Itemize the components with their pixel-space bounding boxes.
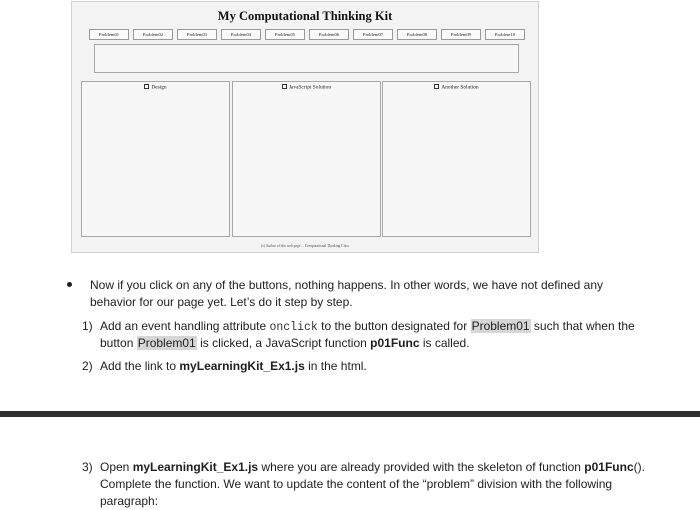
step2-number: 2) <box>82 359 93 373</box>
problem09-button[interactable]: Problem09 <box>441 29 481 40</box>
kit-footer: (c) Author of this web page ... Computational Thinking Class <box>261 244 349 248</box>
another-solution-panel <box>382 81 531 237</box>
javascript-panel-header <box>233 84 380 91</box>
problem08-button[interactable]: Problem08 <box>397 29 437 40</box>
step3-number: 3) <box>82 460 93 474</box>
bullet-line-2: behavior for our page yet. Let’s do it step by step. <box>90 295 353 309</box>
step1-text-f: is called. <box>419 336 470 350</box>
step2-text-a: Add the link to <box>100 359 180 373</box>
step3-text-a: Open <box>100 460 133 474</box>
bullet-icon <box>67 282 72 287</box>
step3-line-3: paragraph: <box>100 494 159 508</box>
problem05-button[interactable]: Problem05 <box>265 29 305 40</box>
step3-line-1 <box>100 459 680 476</box>
design-panel-header <box>82 84 229 91</box>
kit-title: My Computational Thinking Kit <box>217 9 393 23</box>
problem03-button[interactable]: Problem03 <box>177 29 217 40</box>
step1-text-b: to the button designated for <box>317 319 471 333</box>
another-panel-header <box>383 84 530 91</box>
problem07-button[interactable]: Problem07 <box>353 29 393 40</box>
design-panel-label: Design <box>151 84 167 91</box>
p01func-name: p01Func <box>370 336 420 350</box>
problem02-button[interactable]: Problem02 <box>133 29 173 40</box>
js-file-name: myLearningKit_Ex1.js <box>179 359 305 373</box>
javascript-solution-panel <box>232 81 381 237</box>
step1-line-1 <box>100 318 680 336</box>
step3-text-c: (). <box>633 460 645 474</box>
problem01-highlight: Problem01 <box>471 319 530 333</box>
step1-number: 1) <box>82 319 93 333</box>
javascript-panel-label: JavaScript Solution <box>288 84 332 91</box>
step1-text-c: such that when the <box>530 319 635 333</box>
step2-text-b: in the html. <box>304 359 367 373</box>
step1-text-a: Add an event handling attribute <box>100 319 270 333</box>
step3-line-2: Complete the function. We want to update the content of the “problem” division with the following <box>100 477 613 491</box>
problem01-button[interactable]: Problem01 <box>89 29 129 40</box>
kit-screenshot <box>71 1 539 253</box>
onclick-code: onclick <box>269 321 318 334</box>
another-panel-label: Another Solution <box>441 84 479 91</box>
javascript-checkbox[interactable] <box>282 84 287 89</box>
step1-text-e: is clicked, a JavaScript function <box>196 336 371 350</box>
step1-text-d: button <box>100 336 137 350</box>
js-file-name-2: myLearningKit_Ex1.js <box>132 460 259 474</box>
problem-division <box>94 44 519 73</box>
step1-line-2 <box>100 335 680 352</box>
problem04-button[interactable]: Problem04 <box>221 29 261 40</box>
step2-line <box>100 358 680 375</box>
design-panel <box>81 81 230 237</box>
problem06-button[interactable]: Problem06 <box>309 29 349 40</box>
problem01-highlight-2: Problem01 <box>137 336 196 350</box>
problem10-button[interactable]: Problem10 <box>485 29 525 40</box>
kit-button-bar <box>89 29 525 40</box>
p01func-name-2: p01Func <box>584 460 634 474</box>
another-checkbox[interactable] <box>434 84 439 89</box>
section-divider <box>0 411 700 417</box>
bullet-line-1: Now if you click on any of the buttons, nothing happens. In other words, we have not defined any <box>90 278 603 292</box>
step3-text-b: where you are already provided with the skeleton of function <box>258 460 585 474</box>
design-checkbox[interactable] <box>144 84 149 89</box>
